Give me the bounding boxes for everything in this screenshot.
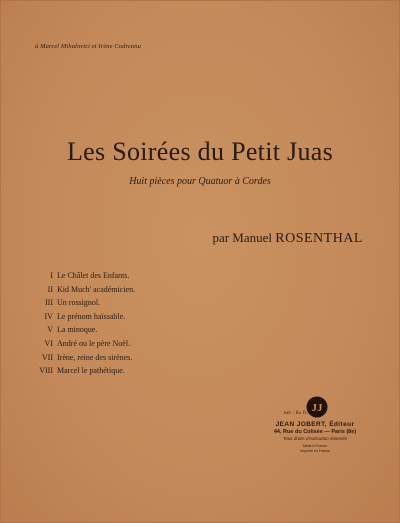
piece-title: Le prénom haïssable. [57,311,126,321]
publisher-address: 44, Rue du Colisée — Paris (8e) [273,429,357,435]
piece-number: VIII [39,366,53,376]
made-in-line: Imprimé en France [300,448,330,453]
made-in-line: Made in France [302,444,328,448]
made-in-notice [263,444,367,453]
publisher-logo-text: JJ [311,402,323,414]
piece-number: VI [44,338,53,348]
piece-title: La minoque. [57,325,98,335]
list-item [37,269,135,283]
piece-number: V [47,325,53,335]
piece-number: VII [41,352,53,362]
list-item [37,283,135,297]
composer-last-name: ROSENTHAL [275,231,363,246]
piece-number: II [47,284,53,294]
price-note: net : 8o fr. [284,411,309,416]
publisher-logo-icon [306,396,328,418]
rights-notice: Tous droits d'exécution réservés [282,436,348,441]
piece-title: Kid Much' académicien. [57,284,136,294]
piece-number: IV [44,311,53,321]
piece-title: André ou le père Noël. [57,338,131,348]
publisher-name: JEAN JOBERT, Éditeur [275,421,355,428]
piece-title: Irène, reine des sirènes. [57,352,133,362]
piece-title: Le Châlet des Enfants. [57,271,130,280]
list-item [37,351,135,365]
subtitle: Huit pièces pour Quatuor à Cordes [129,176,271,187]
list-item [37,364,135,378]
dedication: à Marcel Mihalovici et Irène Codreanu [35,43,141,50]
publisher-imprint [263,421,367,453]
list-item [37,323,135,337]
piece-title: Marcel le pathétique. [57,366,125,376]
page-title: Les Soirées du Petit Juas [66,137,334,166]
contents-list [37,269,135,378]
composer-prefix: par [212,230,230,245]
piece-number: III [45,298,53,308]
piece-number: I [50,271,53,280]
composer-first-name: Manuel [232,230,273,245]
piece-title: Un rossignol. [57,298,101,308]
list-item [37,296,135,310]
composer-credit [212,230,363,247]
list-item [37,310,135,324]
list-item [37,337,135,351]
